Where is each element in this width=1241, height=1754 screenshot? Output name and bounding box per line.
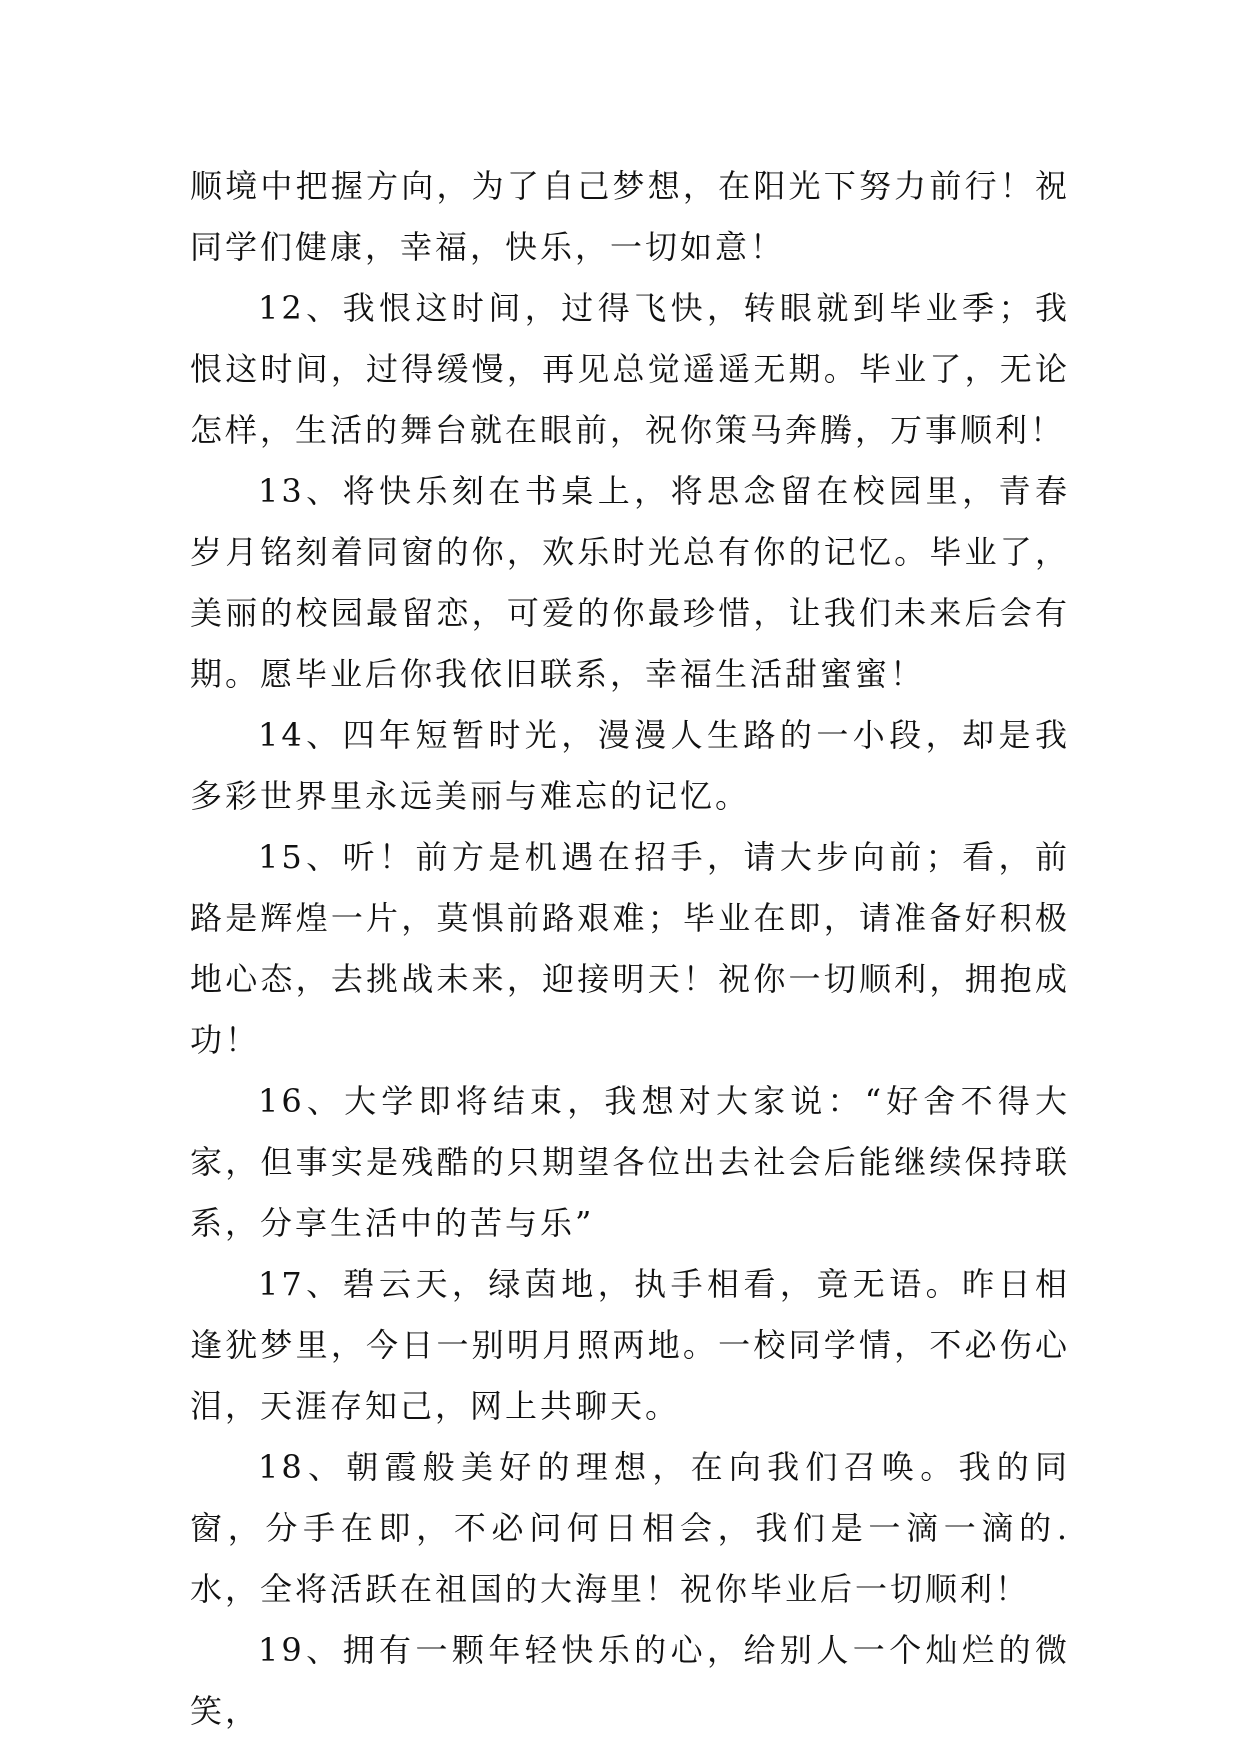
paragraph-15: 15、听！前方是机遇在招手，请大步向前；看，前路是辉煌一片，莫惧前路艰难；毕业在即，请准备好积极地心态，去挑战未来，迎接明天！祝你一切顺利，拥抱成功！ (190, 838, 1070, 1059)
paragraph-18: 18、朝霞般美好的理想，在向我们召唤。我的同窗，分手在即，不必问何日相会，我们是一滴一滴的.水，全将活跃在祖国的大海里！祝你毕业后一切顺利！ (190, 1448, 1070, 1608)
paragraph-continuation: 顺境中把握方向，为了自己梦想，在阳光下努力前行！祝同学们健康，幸福，快乐，一切如意！ (190, 167, 1070, 266)
paragraph-17: 17、碧云天，绿茵地，执手相看，竟无语。昨日相逢犹梦里，今日一别明月照两地。一校同学情，不必伤心泪，天涯存知己，网上共聊天。 (190, 1265, 1070, 1425)
paragraph-19: 19、拥有一颗年轻快乐的心，给别人一个灿烂的微笑， (190, 1631, 1070, 1730)
paragraph-12: 12、我恨这时间，过得飞快，转眼就到毕业季；我恨这时间，过得缓慢，再见总觉遥遥无期。毕业了，无论怎样，生活的舞台就在眼前，祝你策马奔腾，万事顺利！ (190, 289, 1070, 449)
paragraph-14: 14、四年短暂时光，漫漫人生路的一小段，却是我多彩世界里永远美丽与难忘的记忆。 (190, 716, 1070, 815)
paragraph-16: 16、大学即将结束，我想对大家说：“好舍不得大家，但事实是残酷的只期望各位出去社会后能继续保持联系，分享生活中的苦与乐” (190, 1082, 1070, 1242)
paragraph-13: 13、将快乐刻在书桌上，将思念留在校园里，青春岁月铭刻着同窗的你，欢乐时光总有你的记忆。毕业了，美丽的校园最留恋，可爱的你最珍惜，让我们未来后会有期。愿毕业后你我依旧联系，幸福生活甜蜜蜜！ (190, 472, 1070, 693)
document-body (190, 156, 1070, 1742)
